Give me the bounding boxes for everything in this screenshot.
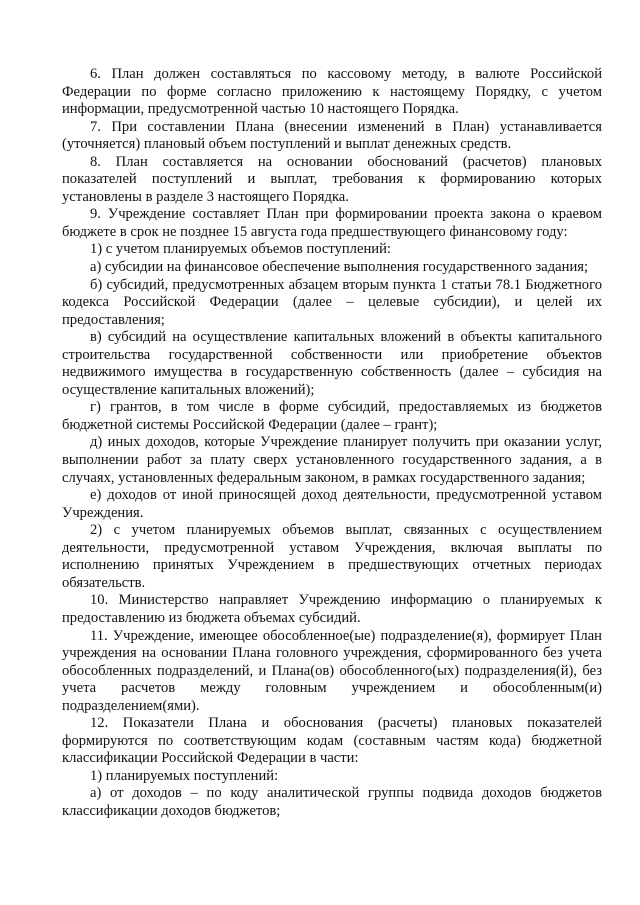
- paragraph-item-8: 8. План составляется на основании обоснований (расчетов) плановых показателей поступлений и выплат, требования к формированию которых установлены в разделе 3 настоящего Порядка.: [62, 153, 602, 205]
- paragraph-item-10: 10. Министерство направляет Учреждению информацию о планируемых к предоставлению из бюджета объемах субсидий.: [62, 592, 602, 626]
- paragraph-subitem-9-1-a: а) субсидии на финансовое обеспечение выполнения государственного задания;: [90, 259, 589, 276]
- paragraph-item-11: 11. Учреждение, имеющее обособленное(ые) подразделение(я), формирует План учреждения на основании Плана головного учреждения, сформированного без учета обособленных подразделений, и Плана(ов) обособленного(ых) подразделения(й), без учета расчетов между головным учреждением и обособленным(и) подразделением(ями).: [62, 627, 602, 714]
- paragraph-subitem-9-1-v: в) субсидий на осуществление капитальных вложений в объекты капитального строительства государственной собственности или приобретение объектов недвижимого имущества в государственную собственность (далее – субсидия на осуществление капитальных вложений);: [62, 329, 602, 398]
- paragraph-item-12: 12. Показатели Плана и обоснования (расчеты) плановых показателей формируются по соответствующим кодам (составным частям кода) бюджетной классификации Российской Федерации в части:: [62, 715, 602, 767]
- paragraph-item-9: 9. Учреждение составляет План при формировании проекта закона о краевом бюджете в срок не позднее 15 августа года предшествующего финансовому году:: [62, 206, 602, 240]
- paragraph-subitem-9-1: 1) с учетом планируемых объемов поступлений:: [90, 241, 391, 258]
- paragraph-subitem-12-1: 1) планируемых поступлений:: [90, 767, 279, 784]
- paragraph-subitem-9-1-g: г) грантов, в том числе в форме субсидий, предоставляемых из бюджетов бюджетной системы Российской Федерации (далее – грант);: [62, 399, 602, 433]
- paragraph-subitem-9-1-e: е) доходов от иной приносящей доход деятельности, предусмотренной уставом Учреждения.: [62, 487, 602, 521]
- paragraph-item-7: 7. При составлении Плана (внесении изменений в План) устанавливается (уточняется) плановый объем поступлений и выплат денежных средств.: [62, 118, 602, 153]
- paragraph-item-6: 6. План должен составляться по кассовому методу, в валюте Российской Федерации по форме согласно приложению к настоящему Порядку, с учетом информации, предусмотренной частью 10 настоящего Порядка.: [62, 66, 602, 118]
- paragraph-subitem-12-1-a: а) от доходов – по коду аналитической группы подвида доходов бюджетов классификации доходов бюджетов;: [62, 785, 602, 819]
- paragraph-subitem-9-1-b: б) субсидий, предусмотренных абзацем вторым пункта 1 статьи 78.1 Бюджетного кодекса Российской Федерации (далее – целевые субсидии), и целей их предоставления;: [62, 276, 602, 328]
- paragraph-subitem-9-2: 2) с учетом планируемых объемов выплат, связанных с осуществлением деятельности, предусмотренной уставом Учреждения, включая выплаты по исполнению принятых Учреждением в предшествующих отчетных периодах обязательств.: [62, 522, 602, 591]
- document-page: [62, 66, 602, 821]
- paragraph-subitem-9-1-d: д) иных доходов, которые Учреждение планирует получить при оказании услуг, выполнении работ за плату сверх установленного государственного задания, а в случаях, установленных федеральным законом, в рамках государственного задания;: [62, 434, 602, 486]
